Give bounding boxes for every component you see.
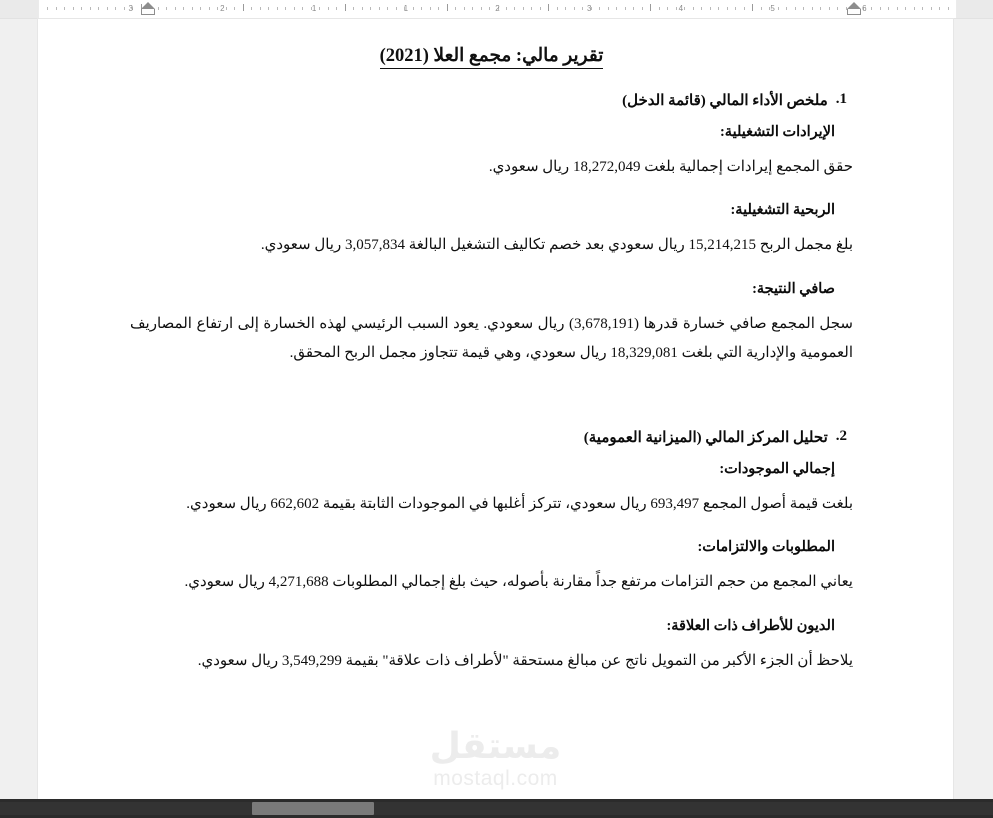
- ruler-minor-tick: [124, 7, 125, 10]
- ruler-minor-tick: [667, 7, 668, 10]
- page-title-text: تقرير مالي: مجمع العلا (2021): [380, 46, 604, 69]
- ruler-minor-tick: [599, 7, 600, 10]
- section-1-heading: [130, 91, 853, 110]
- ruler-minor-tick: [226, 7, 227, 10]
- ruler-minor-tick: [565, 7, 566, 10]
- ruler-minor-tick: [464, 7, 465, 10]
- ruler-number: 5: [770, 4, 775, 13]
- ruler-minor-tick: [251, 7, 252, 10]
- section-2-number: 2.: [835, 428, 847, 444]
- ruler-minor-tick: [319, 7, 320, 10]
- subheading-operating-profitability: الربحية التشغيلية:: [730, 202, 835, 219]
- ruler-minor-tick: [523, 7, 524, 10]
- ruler-major-tick: [752, 4, 753, 11]
- ruler-minor-tick: [735, 7, 736, 10]
- ruler-minor-tick: [455, 7, 456, 10]
- paragraph-related-party-debts: يلاحظ أن الجزء الأكبر من التمويل ناتج عن مبالغ مستحقة "لأطراف ذات علاقة" بقيمة 3,549,299 ريال سعودي.: [197, 652, 853, 669]
- ruler-minor-tick: [285, 7, 286, 10]
- ruler-minor-tick: [582, 7, 583, 10]
- ruler-major-tick: [345, 4, 346, 11]
- ruler-minor-tick: [302, 7, 303, 10]
- ruler-minor-tick: [192, 7, 193, 10]
- horizontal-scrollbar[interactable]: [0, 799, 993, 818]
- subheading-net-result: صافي النتيجة:: [752, 280, 835, 297]
- ruler-minor-tick: [608, 7, 609, 10]
- section-2-heading-text: تحليل المركز المالي (الميزانية العمومية): [583, 430, 828, 446]
- ruler-minor-tick: [183, 7, 184, 10]
- ruler-minor-tick: [633, 7, 634, 10]
- ruler-minor-tick: [413, 7, 414, 10]
- ruler-number: 6: [862, 4, 867, 13]
- ruler-minor-tick: [506, 7, 507, 10]
- ruler-minor-tick: [175, 7, 176, 10]
- ruler-minor-tick: [684, 7, 685, 10]
- ruler-minor-tick: [616, 7, 617, 10]
- ruler-minor-tick: [362, 7, 363, 10]
- ruler-minor-tick: [905, 7, 906, 10]
- ruler-minor-tick: [531, 7, 532, 10]
- ruler-minor-tick: [268, 7, 269, 10]
- ruler-minor-tick: [489, 7, 490, 10]
- ruler-left-margin-zone[interactable]: [0, 0, 38, 18]
- ruler-minor-tick: [744, 7, 745, 10]
- scrollbar-track-left[interactable]: [0, 802, 252, 815]
- ruler-minor-tick: [200, 7, 201, 10]
- ruler-minor-tick: [914, 7, 915, 10]
- ruler-minor-tick: [837, 7, 838, 10]
- ruler-minor-tick: [90, 7, 91, 10]
- ruler-minor-tick: [659, 7, 660, 10]
- ruler-minor-tick: [786, 7, 787, 10]
- ruler-minor-tick: [260, 7, 261, 10]
- document-ruler[interactable]: [0, 0, 993, 19]
- ruler-minor-tick: [481, 7, 482, 10]
- ruler-minor-tick: [277, 7, 278, 10]
- ruler-minor-tick: [294, 7, 295, 10]
- ruler-number: 2: [220, 4, 225, 13]
- ruler-minor-tick: [829, 7, 830, 10]
- ruler-minor-tick: [701, 7, 702, 10]
- ruler-minor-tick: [803, 7, 804, 10]
- ruler-minor-tick: [115, 7, 116, 10]
- ruler-minor-tick: [888, 7, 889, 10]
- subheading-operating-revenue: الإيرادات التشغيلية:: [719, 124, 835, 140]
- section-1-heading-text: ملخص الأداء المالي (قائمة الدخل): [622, 93, 828, 109]
- ruler-minor-tick: [47, 7, 48, 10]
- ruler-minor-tick: [430, 7, 431, 10]
- ruler-minor-tick: [336, 7, 337, 10]
- paragraph-operating-profitability: بلغ مجمل الربح 15,214,215 ريال سعودي بعد خصم تكاليف التشغيل البالغة 3,057,834 ريال سعودي.: [260, 237, 853, 254]
- ruler-right-margin-zone[interactable]: [955, 0, 993, 18]
- ruler-minor-tick: [710, 7, 711, 10]
- ruler-number: 3: [128, 4, 133, 13]
- subheading-total-assets: إجمالي الموجودات:: [719, 461, 835, 477]
- ruler-minor-tick: [897, 7, 898, 10]
- ruler-major-tick: [650, 4, 651, 11]
- ruler-minor-tick: [438, 7, 439, 10]
- ruler-minor-tick: [166, 7, 167, 10]
- ruler-minor-tick: [871, 7, 872, 10]
- right-indent-marker[interactable]: [847, 2, 861, 9]
- ruler-major-tick: [447, 4, 448, 11]
- ruler-minor-tick: [209, 7, 210, 10]
- ruler-minor-tick: [718, 7, 719, 10]
- section-1: [130, 91, 853, 368]
- page-content: [38, 19, 953, 799]
- scrollbar-thumb[interactable]: [252, 802, 374, 815]
- paragraph-net-result: سجل المجمع صافي خسارة قدرها (3,678,191) ريال سعودي. يعود السبب الرئيسي لهذه الخسارة إلى ارتفاع المصاريف العمومية والإدارية التي بلغت 18,329,081 ريال سعودي، وهي قيمة تتجاوز مجمل الربح المحقق.: [130, 315, 854, 361]
- ruler-minor-tick: [761, 7, 762, 10]
- ruler-minor-tick: [931, 7, 932, 10]
- ruler-minor-tick: [820, 7, 821, 10]
- paragraph-liabilities: يعاني المجمع من حجم التزامات مرتفع جداً مقارنة بأصوله، حيث بلغ إجمالي المطلوبات 4,271,688 ريال سعودي.: [184, 574, 853, 591]
- ruler-minor-tick: [574, 7, 575, 10]
- ruler-minor-tick: [396, 7, 397, 10]
- ruler-minor-tick: [642, 7, 643, 10]
- ruler-minor-tick: [676, 7, 677, 10]
- section-2-heading: [130, 428, 853, 447]
- ruler-minor-tick: [158, 7, 159, 10]
- ruler-minor-tick: [540, 7, 541, 10]
- ruler-major-tick: [548, 4, 549, 11]
- ruler-minor-tick: [421, 7, 422, 10]
- page-title: [130, 45, 853, 67]
- section-2: [130, 428, 853, 676]
- document-page[interactable]: [38, 19, 953, 799]
- scrollbar-track-right[interactable]: [374, 802, 993, 815]
- ruler-minor-tick: [328, 7, 329, 10]
- subheading-related-party-debts: الديون للأطراف ذات العلاقة:: [666, 617, 835, 634]
- ruler-minor-tick: [693, 7, 694, 10]
- paragraph-operating-revenue: حقق المجمع إيرادات إجمالية بلغت 18,272,049 ريال سعودي.: [488, 159, 853, 175]
- ruler-minor-tick: [98, 7, 99, 10]
- ruler-minor-tick: [922, 7, 923, 10]
- ruler-minor-tick: [812, 7, 813, 10]
- ruler-minor-tick: [217, 7, 218, 10]
- ruler-minor-tick: [939, 7, 940, 10]
- ruler-minor-tick: [379, 7, 380, 10]
- watermark-arabic-text: مستقل: [429, 726, 562, 767]
- subheading-liabilities: المطلوبات والالتزامات:: [697, 539, 835, 556]
- ruler-minor-tick: [64, 7, 65, 10]
- ruler-minor-tick: [234, 7, 235, 10]
- ruler-number: 1: [311, 4, 317, 13]
- ruler-number: 4: [678, 4, 684, 13]
- ruler-minor-tick: [353, 7, 354, 10]
- ruler-number: 2: [495, 4, 500, 13]
- document-workspace: [0, 19, 993, 799]
- ruler-number: 1: [403, 4, 409, 13]
- ruler-minor-tick: [948, 7, 949, 10]
- ruler-minor-tick: [81, 7, 82, 10]
- ruler-minor-tick: [778, 7, 779, 10]
- ruler-minor-tick: [472, 7, 473, 10]
- ruler-minor-tick: [370, 7, 371, 10]
- ruler-minor-tick: [56, 7, 57, 10]
- ruler-number: 3: [586, 4, 592, 13]
- ruler-minor-tick: [387, 7, 388, 10]
- ruler-minor-tick: [557, 7, 558, 10]
- section-spacer: [130, 388, 853, 428]
- ruler-minor-tick: [727, 7, 728, 10]
- ruler-minor-tick: [514, 7, 515, 10]
- paragraph-total-assets: بلغت قيمة أصول المجمع 693,497 ريال سعودي، تتركز أغلبها في الموجودات الثابتة بقيمة 662,602 ريال سعودي.: [186, 496, 853, 512]
- watermark-domain-text: mostaql.com: [433, 767, 558, 790]
- ruler-minor-tick: [880, 7, 881, 10]
- ruler-minor-tick: [73, 7, 74, 10]
- ruler-minor-tick: [625, 7, 626, 10]
- ruler-major-tick: [243, 4, 244, 11]
- ruler-track[interactable]: [38, 0, 957, 18]
- first-line-indent-marker[interactable]: [141, 2, 155, 9]
- section-1-number: 1.: [835, 91, 847, 107]
- ruler-minor-tick: [107, 7, 108, 10]
- ruler-minor-tick: [795, 7, 796, 10]
